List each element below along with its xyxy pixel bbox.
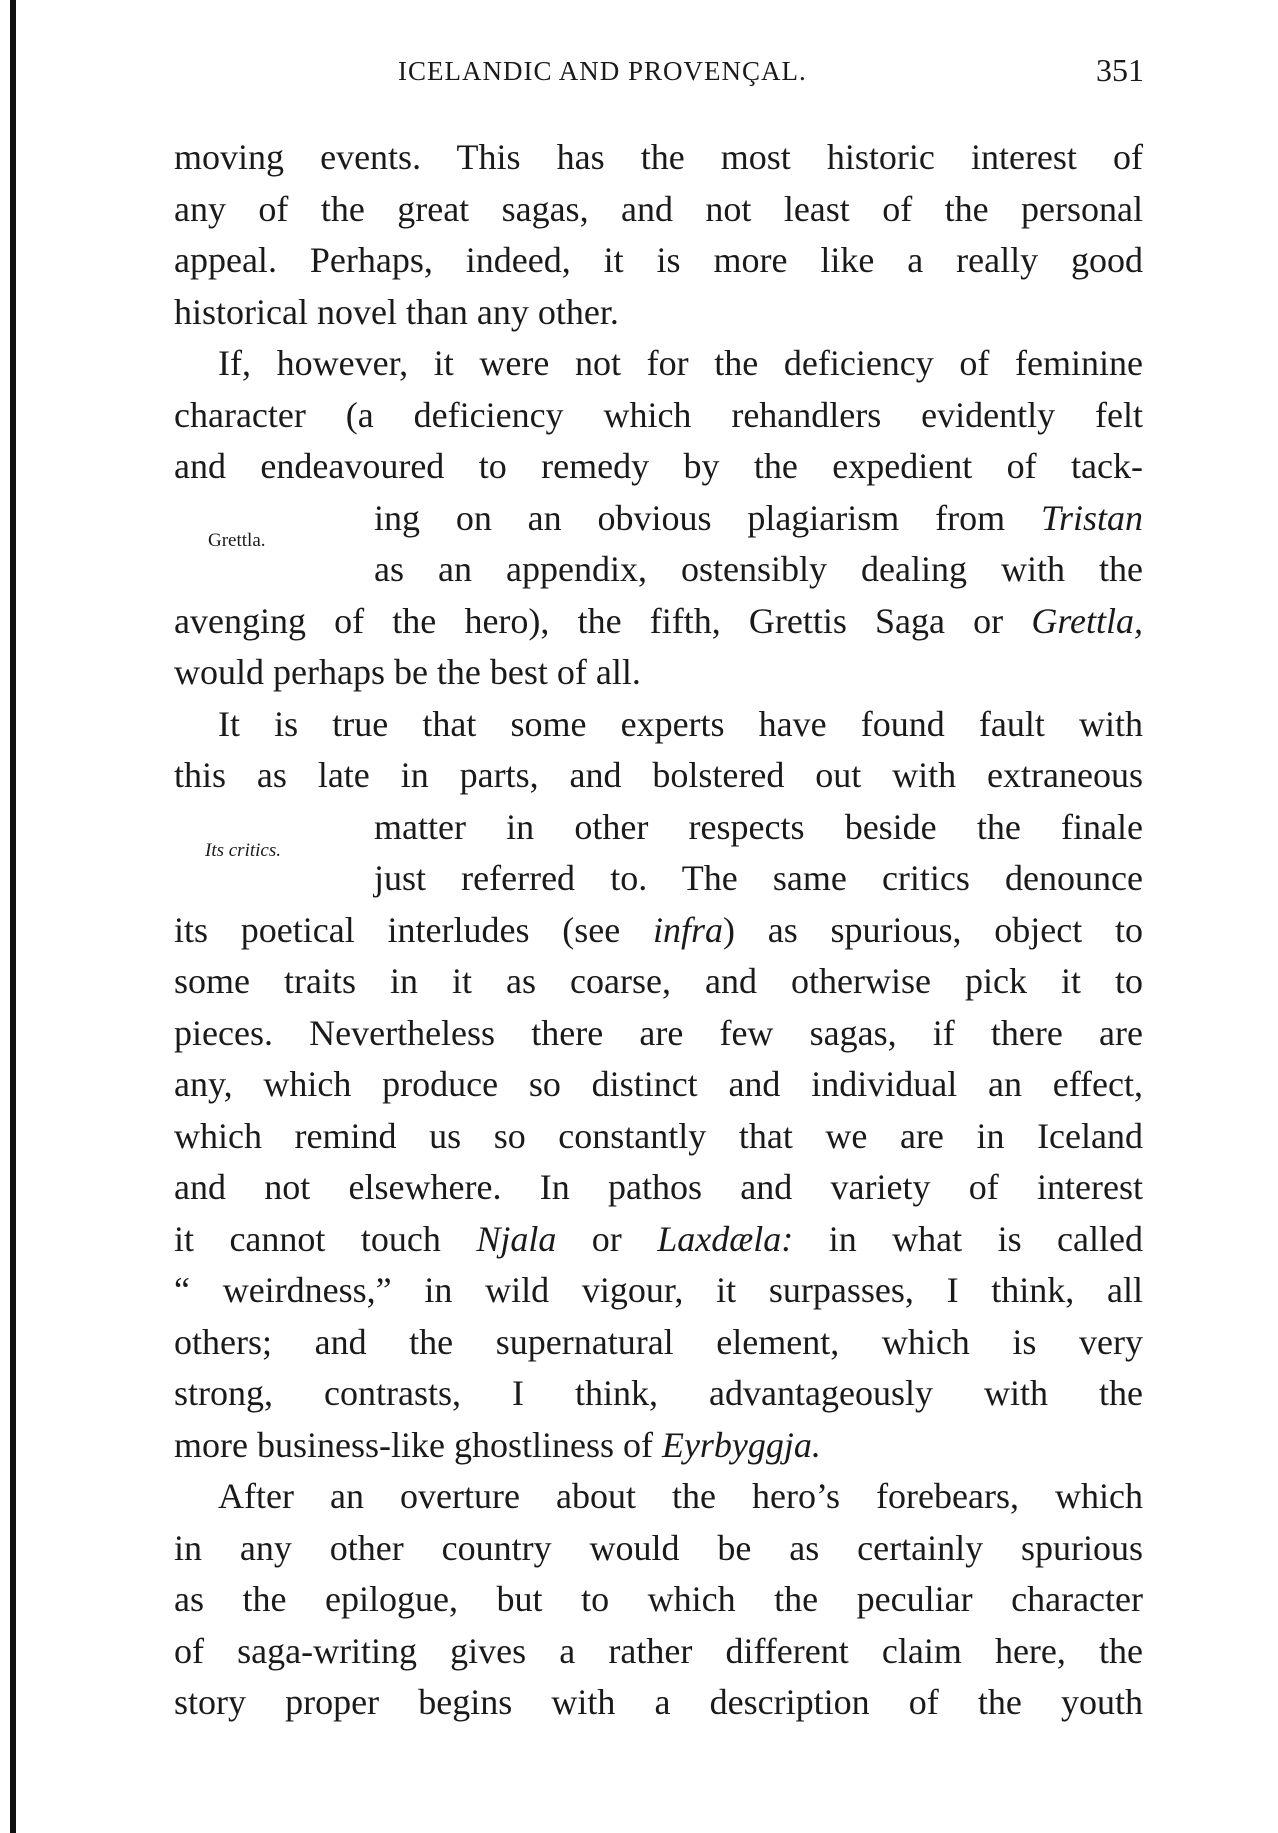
text-line: others; and the supernatural element, which is very [174, 1321, 1143, 1362]
text-line: moving events. This has the most historic interest of [174, 137, 1143, 177]
text-line: After an overture about the hero’s forebears, which [218, 1476, 1143, 1516]
text-line: which remind us so constantly that we are in Iceland [174, 1115, 1143, 1156]
running-title: ICELANDIC AND PROVENÇAL. [398, 56, 807, 86]
text-line: of saga-writing gives a rather different claim here, the [174, 1630, 1143, 1671]
text-line: avenging of the hero), the fifth, Grettis Saga or Grettla, [174, 600, 1143, 641]
text-line: pieces. Nevertheless there are few sagas, if there are [174, 1012, 1143, 1053]
text-line: some traits in it as coarse, and otherwise pick it to [174, 961, 1143, 1001]
text-line: any, which produce so distinct and individual an effect, [174, 1064, 1143, 1104]
text-line: any of the great sagas, and not least of the personal [174, 188, 1143, 229]
text-line: would perhaps be the best of all. [174, 652, 641, 692]
text-line: story proper begins with a description of the youth [174, 1682, 1143, 1722]
text-line: as an appendix, ostensibly dealing with the [374, 549, 1143, 589]
sidenote-grettla: Grettla. [208, 530, 266, 551]
text-line: character (a deficiency which rehandlers evidently felt [174, 394, 1143, 435]
text-line: as the epilogue, but to which the peculiar character [174, 1579, 1143, 1619]
text-line: historical novel than any other. [174, 291, 619, 332]
text-line: It is true that some experts have found fault with [218, 703, 1143, 744]
text-line: more business-like ghostliness of Eyrbyggja. [174, 1424, 821, 1465]
text-line: If, however, it were not for the deficiency of feminine [218, 343, 1143, 383]
text-line: ing on an obvious plagiarism from Tristan [374, 497, 1143, 538]
text-line: “ weirdness,” in wild vigour, it surpasses, I think, all [174, 1270, 1143, 1310]
text-line: and not elsewhere. In pathos and variety of interest [174, 1167, 1143, 1207]
text-line: appeal. Perhaps, indeed, it is more like a really good [174, 240, 1143, 280]
text-line: its poetical interludes (see infra) as spurious, object to [174, 909, 1143, 950]
text-line: just referred to. The same critics denounce [374, 858, 1143, 898]
text-line: this as late in parts, and bolstered out with extraneous [174, 755, 1143, 795]
text-line: in any other country would be as certainly spurious [174, 1527, 1143, 1568]
running-header [174, 52, 1144, 92]
text-line: it cannot touch Njala or Laxdæla: in what is called [174, 1218, 1143, 1259]
page-binding-edge [10, 0, 16, 1833]
text-line: matter in other respects beside the finale [374, 806, 1143, 847]
sidenote-critics: Its critics. [205, 840, 281, 861]
page-number: 351 [1096, 52, 1144, 88]
text-line: strong, contrasts, I think, advantageously with the [174, 1373, 1143, 1413]
text-line: and endeavoured to remedy by the expedient of tack- [174, 446, 1143, 486]
